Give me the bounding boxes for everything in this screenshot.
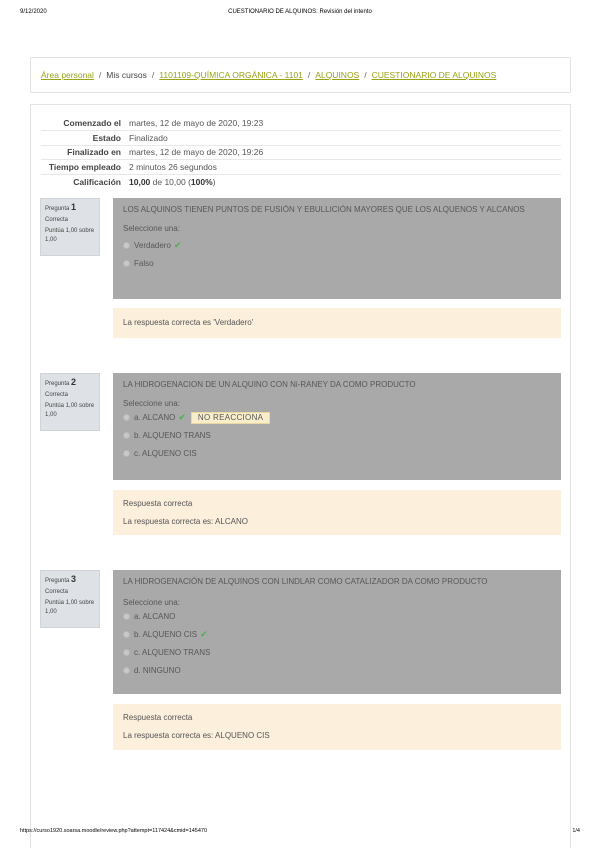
summary-row-time (41, 160, 561, 175)
question-grade: Puntúa 1,00 sobre 1,00 (45, 228, 95, 243)
summary-value (125, 174, 561, 189)
answer-option (123, 258, 551, 269)
breadcrumb-item-section[interactable]: ALQUINOS (315, 70, 360, 80)
summary-row-state (41, 131, 561, 146)
print-footer (20, 828, 580, 838)
question-info (40, 373, 100, 431)
grade-score: 10,00 (129, 176, 151, 187)
answer-prompt: Seleccione una: (123, 598, 180, 607)
question-feedback (113, 704, 561, 750)
answer-option-label: b. ALQUENO TRANS (134, 431, 211, 440)
summary-value: Finalizado (125, 131, 561, 146)
question-number: 1 (71, 202, 77, 212)
summary-label: Tiempo empleado (41, 160, 125, 175)
answer-prompt: Seleccione una: (123, 224, 180, 233)
grade-close: ) (212, 176, 216, 187)
radio-button[interactable] (123, 450, 130, 457)
question-info (40, 570, 100, 628)
print-title: CUESTIONARIO DE ALQUINOS: Revisión del intento (228, 9, 372, 15)
radio-button[interactable] (123, 667, 130, 674)
attempt-review (30, 104, 571, 848)
summary-label: Calificación (41, 174, 125, 189)
answer-option-label: Verdadero (134, 241, 171, 250)
answer-option (123, 448, 551, 459)
question-grade: Puntúa 1,00 sobre 1,00 (45, 600, 95, 615)
breadcrumb-separator: / (307, 70, 311, 80)
question-status: Correcta (45, 589, 69, 595)
summary-row-grade (41, 174, 561, 189)
breadcrumb-item-course[interactable]: 1101109-QUÍMICA ORGÁNICA - 1101 (159, 70, 303, 80)
print-url: https://curso1920.soarsa.moodle/review.php?attempt=117424&cmid=145470 (20, 828, 208, 834)
answer-option-label: b. ALQUENO CIS (134, 630, 198, 639)
breadcrumb-separator: / (151, 70, 155, 80)
answer-option (123, 430, 551, 441)
breadcrumb (30, 57, 571, 93)
question-label: Pregunta (45, 578, 70, 584)
question-info (40, 198, 100, 256)
checkmark-icon: ✔ (200, 629, 208, 639)
attempt-summary-table (41, 116, 561, 189)
breadcrumb-separator: / (364, 70, 367, 80)
question-number: 3 (71, 574, 77, 584)
feedback-text: La respuesta correcta es: ALCANO (123, 517, 248, 526)
question-feedback (113, 308, 561, 338)
question-text: LA HIDROGENACION DE UN ALQUINO CON Ni-RANEY DA COMO PRODUCTO (123, 380, 416, 389)
answer-option (123, 240, 551, 251)
breadcrumb-item-quiz[interactable]: CUESTIONARIO DE ALQUINOS (371, 70, 497, 80)
feedback-status: Respuesta correcta (123, 499, 193, 508)
grade-of: de 10,00 ( (150, 176, 191, 187)
answer-option (123, 647, 551, 658)
summary-label: Finalizado en (41, 145, 125, 160)
question-text: LA HIDROGENACIÓN DE ALQUINOS CON LINDLAR COMO CATALIZADOR DA COMO PRODUCTO (123, 577, 488, 586)
summary-value: 2 minutos 26 segundos (125, 160, 561, 175)
summary-row-finished (41, 145, 561, 160)
summary-row-started (41, 116, 561, 131)
page-number: 1/4 (572, 828, 580, 834)
answer-option-label: c. ALQUENO CIS (134, 449, 197, 458)
answer-option (123, 629, 551, 640)
feedback-text: La respuesta correcta es: ALQUENO CIS (123, 731, 270, 740)
question-text: LOS ALQUINOS TIENEN PUNTOS DE FUSIÓN Y EBULLICIÓN MAYORES QUE LOS ALQUENOS Y ALCANOS (123, 205, 525, 214)
answer-option-label: Falso (134, 259, 154, 268)
summary-label: Comenzado el (63, 118, 121, 128)
radio-button[interactable] (123, 414, 130, 421)
question-content (113, 198, 561, 299)
question-status: Correcta (45, 217, 69, 223)
radio-button[interactable] (123, 432, 130, 439)
question-status: Correcta (45, 392, 69, 398)
radio-button[interactable] (123, 242, 130, 249)
breadcrumb-separator: / (98, 70, 102, 80)
answer-prompt: Seleccione una: (123, 399, 180, 408)
question-label: Pregunta (45, 381, 70, 387)
answer-note-badge: NO REACCIONA (191, 412, 270, 424)
answer-option-label: d. NINGUNO (134, 666, 181, 675)
answer-option-label: a. ALCANO (134, 612, 176, 621)
radio-button[interactable] (123, 260, 130, 267)
radio-button[interactable] (123, 649, 130, 656)
answer-option (123, 412, 551, 423)
print-date: 9/12/2020 (20, 9, 47, 15)
breadcrumb-item-mis-cursos: Mis cursos (106, 70, 147, 80)
breadcrumb-item-area-personal[interactable]: Área personal (41, 70, 94, 80)
question-content (113, 570, 561, 694)
summary-value: martes, 12 de mayo de 2020, 19:23 (129, 118, 264, 128)
checkmark-icon: ✔ (173, 240, 182, 250)
question-grade: Puntúa 1,00 sobre 1,00 (45, 403, 95, 418)
feedback-text: La respuesta correcta es 'Verdadero' (123, 318, 254, 327)
answer-option (123, 611, 551, 622)
answer-option-label: c. ALQUENO TRANS (134, 648, 211, 657)
summary-label: Estado (41, 131, 125, 146)
question-content (113, 373, 561, 480)
summary-value: martes, 12 de mayo de 2020, 19:26 (125, 145, 561, 160)
radio-button[interactable] (123, 631, 130, 638)
question-number: 2 (71, 377, 77, 387)
answer-option (123, 665, 551, 676)
feedback-status: Respuesta correcta (123, 713, 193, 722)
question-label: Pregunta (45, 206, 70, 212)
radio-button[interactable] (123, 613, 130, 620)
checkmark-icon: ✔ (178, 412, 186, 422)
grade-percent: 100% (190, 176, 213, 187)
answer-option-label: a. ALCANO (134, 413, 176, 422)
question-feedback (113, 490, 561, 535)
print-header (20, 9, 580, 19)
